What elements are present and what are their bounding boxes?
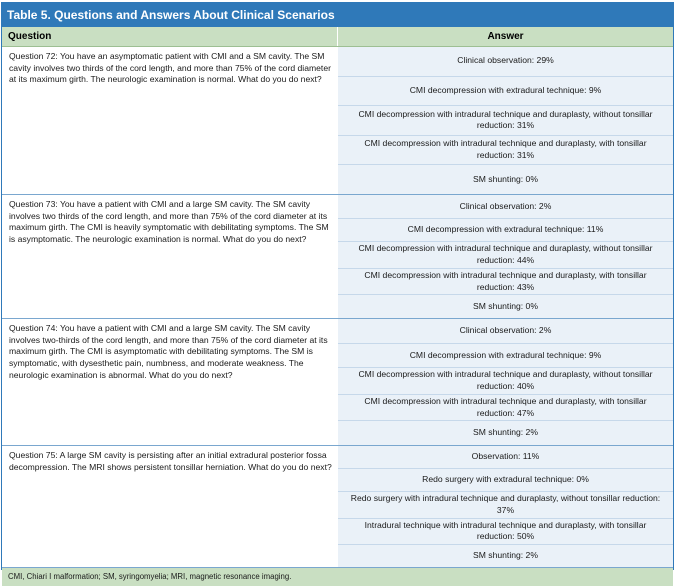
question-group-75 — [2, 446, 673, 568]
answer-list — [338, 195, 673, 318]
answer-option: CMI decompression with extradural technique: 11% — [338, 218, 673, 242]
question-text: Question 73: You have a patient with CMI and a large SM cavity. The SM cavity involves two thirds of the cord length, and more than 75% of the cord diameter at its maximum girth. The CMI is heavily symptomatic with debilitating symptoms. The SM is asymptomatic. The neurologic examination is normal. What do you do next? — [2, 195, 338, 318]
question-group-72 — [2, 47, 673, 195]
answer-option: SM shunting: 2% — [338, 544, 673, 567]
answer-option: SM shunting: 2% — [338, 420, 673, 445]
question-text: Question 72: You have an asymptomatic patient with CMI and a SM cavity. The SM cavity involves two thirds of the cord length, and more than 75% of the cord diameter at its maximum girth. The neurologic examination is normal. What do you do next? — [2, 47, 338, 194]
answer-option: SM shunting: 0% — [338, 164, 673, 194]
answer-option: SM shunting: 0% — [338, 294, 673, 318]
table-title: Table 5. Questions and Answers About Clinical Scenarios — [2, 3, 673, 27]
answer-option: CMI decompression with extradural technique: 9% — [338, 343, 673, 368]
question-group-73 — [2, 195, 673, 319]
answer-option: Observation: 11% — [471, 451, 540, 462]
clinical-scenarios-table — [1, 2, 674, 581]
answer-option: Clinical observation: 29% — [457, 55, 554, 66]
answer-option: Redo surgery with extradural technique: 0% — [338, 468, 673, 491]
answer-option: CMI decompression with intradural technique and duraplasty, with tonsillar reduction: 43% — [338, 268, 673, 294]
table-header-row — [2, 27, 673, 47]
answer-option: CMI decompression with extradural technique: 9% — [338, 76, 673, 106]
question-text: Question 74: You have a patient with CMI and a large SM cavity. The SM cavity involves two-thirds of the cord length, and more than 75% of the cord diameter at its maximum girth. The CMI is asymptomatic with debilitating symptoms. The SM is symptomatic, with dysesthetic pain, numbness, and moderate weakness. The neurologic examination is abnormal. What do you do next? — [2, 319, 338, 445]
answer-option: CMI decompression with intradural technique and duraplasty, with tonsillar reduction: 47% — [338, 394, 673, 420]
answer-option: CMI decompression with intradural technique and duraplasty, with tonsillar reduction: 31% — [338, 135, 673, 165]
answer-option: Redo surgery with intradural technique and duraplasty, without tonsillar reduction: 37% — [338, 491, 673, 517]
answer-option: CMI decompression with intradural technique and duraplasty, without tonsillar reduction: 44% — [338, 241, 673, 267]
answer-option: Clinical observation: 2% — [459, 200, 552, 211]
answer-option: Intradural technique with intradural technique and duraplasty, with tonsillar reduction: 50% — [338, 518, 673, 544]
question-group-74 — [2, 319, 673, 446]
answer-option: CMI decompression with intradural technique and duraplasty, without tonsillar reduction: 31% — [338, 105, 673, 135]
table-footnote: CMI, Chiari I malformation; SM, syringomyelia; MRI, magnetic resonance imaging. — [2, 568, 673, 586]
answer-option: Clinical observation: 2% — [459, 325, 552, 336]
answer-list — [338, 47, 673, 194]
column-header-question: Question — [2, 27, 338, 46]
answer-list — [338, 319, 673, 445]
question-text: Question 75: A large SM cavity is persisting after an initial extradural posterior fossa decompression. The MRI shows persistent tonsillar herniation. What do you do next? — [2, 446, 338, 567]
answer-list — [338, 446, 673, 567]
answer-option: CMI decompression with intradural technique and duraplasty, without tonsillar reduction: 40% — [338, 367, 673, 393]
column-header-answer: Answer — [487, 31, 524, 42]
